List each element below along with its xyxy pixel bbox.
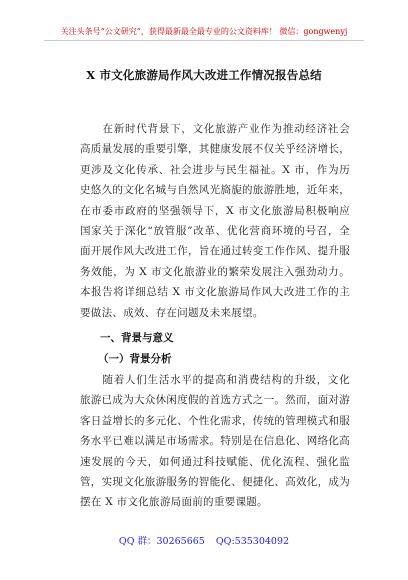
subsection-heading: （一）背景分析 xyxy=(98,353,172,365)
document-title: X 市文化旅游局作风大改进工作情况报告总结 xyxy=(86,68,322,82)
page-footer xyxy=(0,533,408,547)
intro-paragraph xyxy=(80,119,350,323)
background-paragraph-text: 随着人们生活水平的提高和消费结构的升级，文化旅游已成为大众休闲度假的首选方式之一。然而，面对游客日益增长的多元化、个性化需求，传统的管理模式和服务水平已难以满足市场需求。特别是在信息化、网络化高速发展的今天，如何通过科技赋能、优化流程、强化监管，实现文化旅游服务的智能化、便捷化、高效化，成为摆在 X 市文化旅游局面前的重要课题。 xyxy=(80,374,350,509)
footer-qq-group: QQ 群：30265665 xyxy=(118,536,205,547)
section-heading: 一、背景与意义 xyxy=(100,332,174,344)
header-divider xyxy=(44,40,364,41)
header-banner-text: 关注头条号“公文研究”，获得最新最全最专业的公文资料库！ 微信：gongwenyj xyxy=(60,27,348,36)
background-paragraph xyxy=(80,370,350,513)
footer-qq: QQ:535304092 xyxy=(215,536,290,547)
page-header xyxy=(0,0,408,56)
intro-paragraph-text: 在新时代背景下，文化旅游产业作为推动经济社会高质量发展的重要引擎，其健康发展不仅关乎经济增长，更涉及文化传承、社会进步与民生福祉。X 市，作为历史悠久的文化名城与自然风光旖旎的旅游胜地，近年来，在市委市政府的坚强领导下，X 市文化旅游局积极响应国家关于深化“放管服”改革、优化营商环境的号召，全面开展作风大改进工作，旨在通过转变工作作风、提升服务效能，为 X 市文化旅游业的繁荣发展注入强劲动力。本报告将详细总结 X 市文化旅游局作风大改进工作的主要做法、成效、存在问题及未来展望。 xyxy=(80,123,350,319)
